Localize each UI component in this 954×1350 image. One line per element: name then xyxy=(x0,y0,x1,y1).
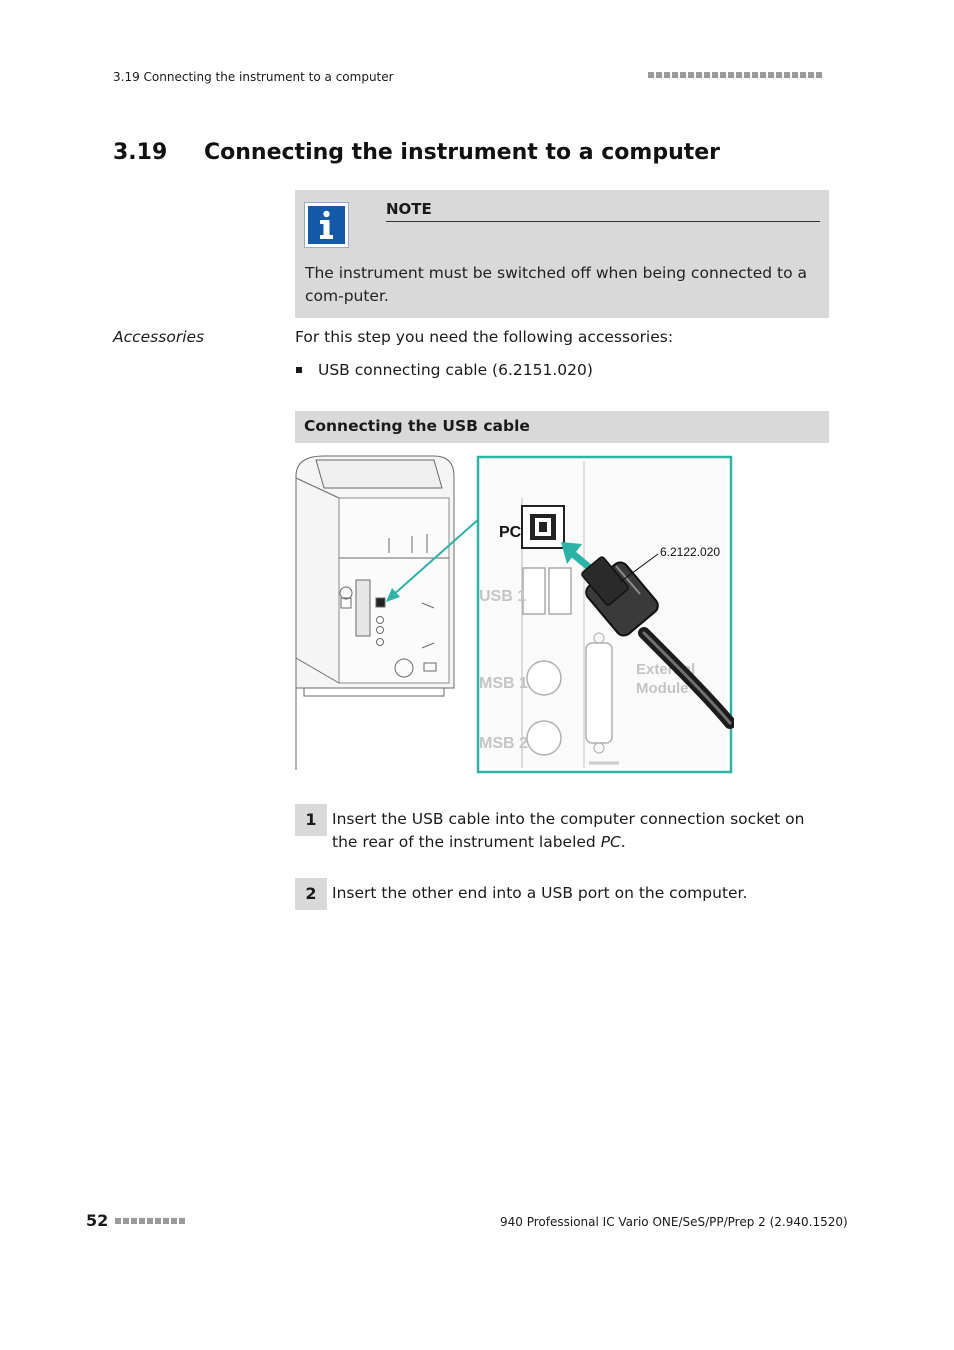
note-text: The instrument must be switched off when being connected to a com-puter. xyxy=(305,264,808,305)
section-number: 3.19 xyxy=(113,140,168,165)
pc-label: PC xyxy=(499,524,522,541)
msb-socket-icon xyxy=(527,661,561,695)
running-title: 3.19 Connecting the instrument to a computer xyxy=(113,70,394,84)
section-heading xyxy=(113,140,720,165)
info-icon xyxy=(304,202,349,248)
step-text-suffix: . xyxy=(620,833,626,851)
note-title: NOTE xyxy=(386,200,820,222)
subsection-title: Connecting the USB cable xyxy=(304,417,530,435)
msb2-label: MSB 2 xyxy=(479,735,528,752)
footer-product: 940 Professional IC Vario ONE/SeS/PP/Prep 2 (2.940.1520) xyxy=(500,1215,848,1229)
info-glyph-icon xyxy=(308,206,345,244)
usb-port-icon xyxy=(523,568,545,614)
page-number: 52 xyxy=(86,1211,109,1230)
accessory-item: USB connecting cable (6.2151.020) xyxy=(318,361,593,379)
note-box xyxy=(295,190,829,318)
header-decoration xyxy=(648,72,822,78)
usb-port-icon xyxy=(549,568,571,614)
section-title: Connecting the instrument to a computer xyxy=(204,140,721,165)
bullet-marker xyxy=(296,367,302,373)
footer-decoration xyxy=(115,1218,185,1224)
instrument-rear-illustration xyxy=(294,448,454,778)
usb1-label: USB 1 xyxy=(479,588,527,605)
subsection-heading xyxy=(295,411,829,443)
dsub-connector-icon xyxy=(586,643,612,743)
step-text: Insert the other end into a USB port on the computer. xyxy=(332,884,748,902)
step-number: 1 xyxy=(295,804,327,836)
accessories-intro: For this step you need the following accessories: xyxy=(295,328,674,346)
step-text-emphasis: PC xyxy=(600,833,621,851)
msb-socket-icon xyxy=(527,721,561,755)
cable-part-number: 6.2122.020 xyxy=(660,545,721,559)
step-text-main: Insert the USB cable into the computer connection socket on the rear of the instrument labeled xyxy=(332,810,805,851)
accessories-label: Accessories xyxy=(113,328,205,346)
msb1-label: MSB 1 xyxy=(479,675,528,692)
external-label: External xyxy=(636,661,696,678)
usb-connection-figure xyxy=(294,448,734,778)
module-label: Module xyxy=(636,680,689,697)
step-text xyxy=(332,808,832,854)
step-number: 2 xyxy=(295,878,327,910)
